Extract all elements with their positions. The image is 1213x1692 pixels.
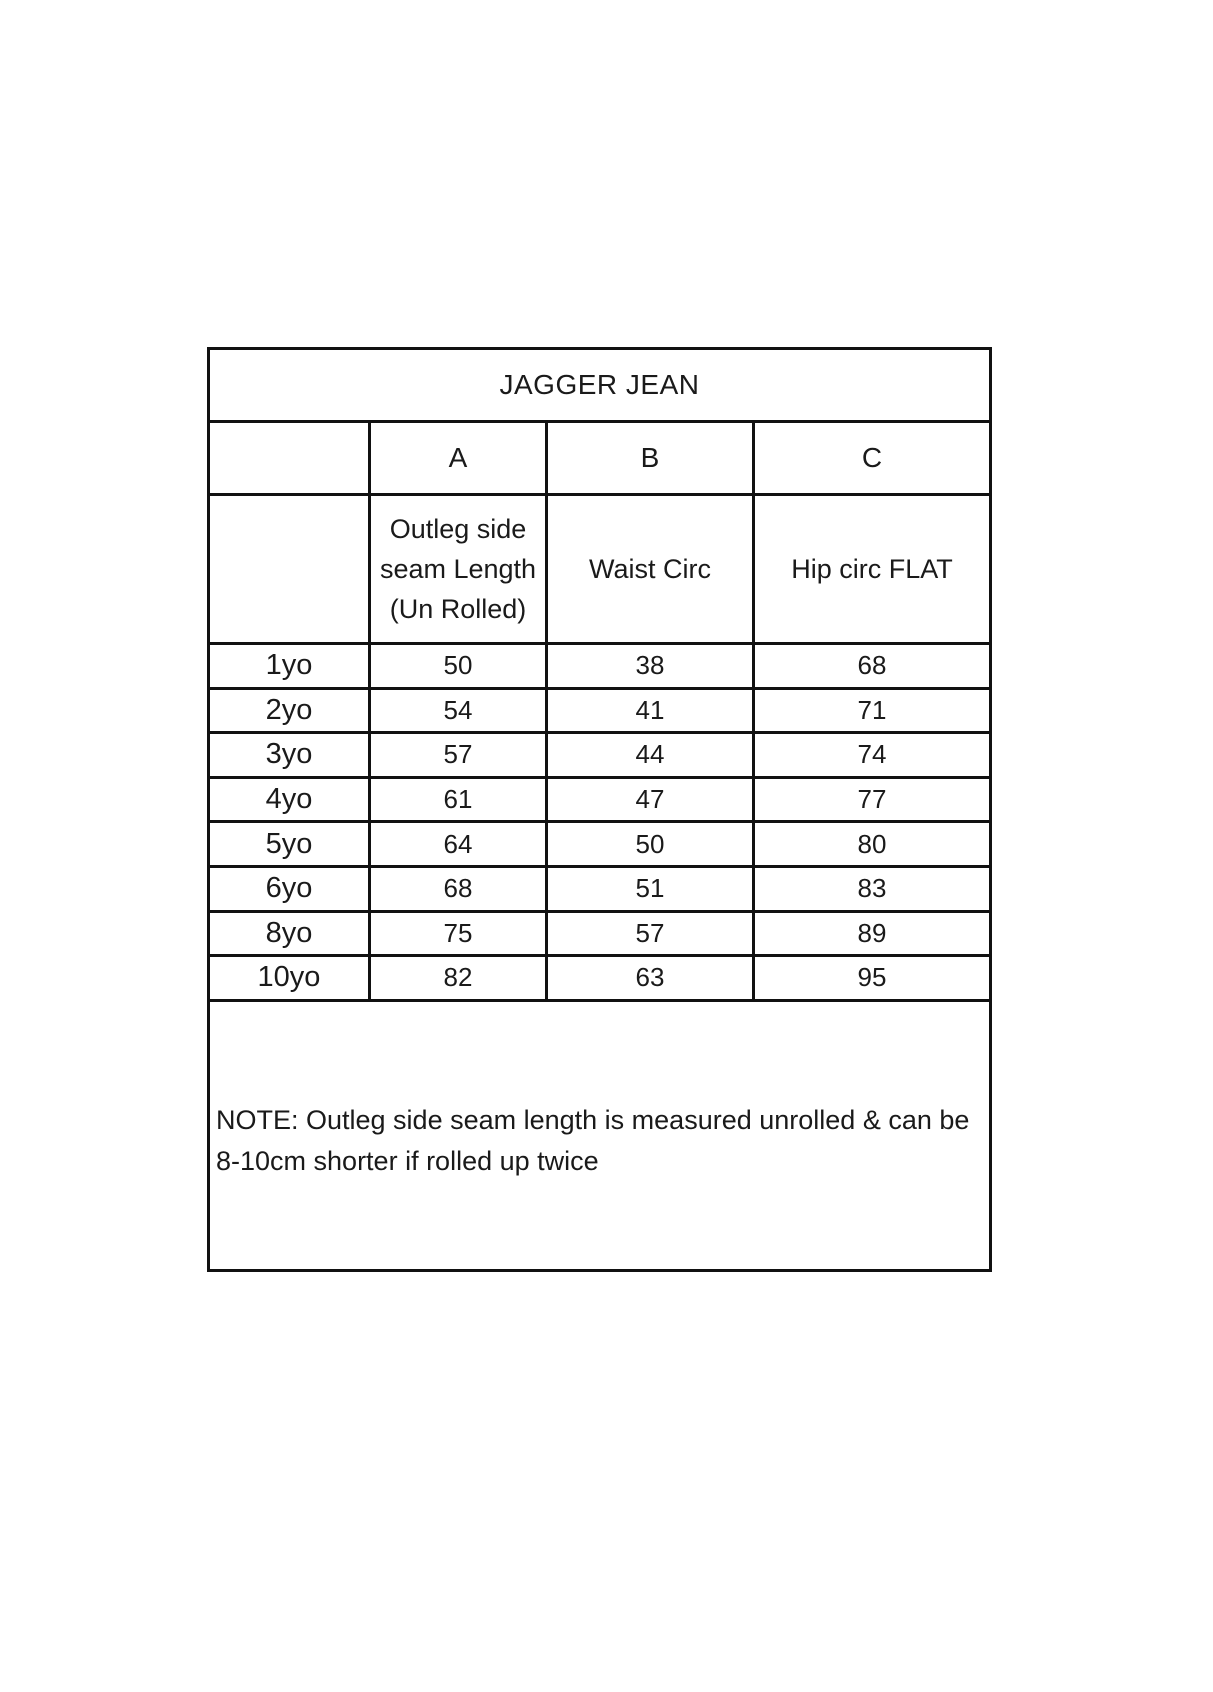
column-label-hip: Hip circ FLAT [752,496,989,642]
outleg-value-cell: 50 [368,645,545,687]
waist-value-cell: 50 [545,823,752,865]
size-cell: 6yo [265,872,313,905]
column-description-row [210,496,989,645]
size-chart-table [207,347,992,1272]
size-cell: 8yo [265,916,313,949]
column-letter-row [210,423,989,496]
outleg-value-cell: 57 [368,734,545,776]
waist-value-cell: 41 [545,690,752,732]
waist-value-cell: 44 [545,734,752,776]
table-row [210,823,989,868]
waist-value-cell: 63 [545,957,752,999]
column-label-outleg: Outleg side seam Length (Un Rolled) [368,496,545,642]
outleg-value-cell: 61 [368,779,545,821]
hip-value-cell: 68 [752,645,989,687]
hip-value-cell: 95 [752,957,989,999]
hip-value-cell: 83 [752,868,989,910]
waist-value-cell: 47 [545,779,752,821]
corner-cell [210,423,368,493]
column-letter-b: B [545,423,752,493]
hip-value-cell: 80 [752,823,989,865]
note-area [210,1001,989,1269]
column-label-waist: Waist Circ [545,496,752,642]
size-cell: 10yo [257,961,321,994]
waist-value-cell: 51 [545,868,752,910]
table-row [210,645,989,690]
waist-value-cell: 57 [545,913,752,955]
table-row [210,690,989,735]
table-row [210,868,989,913]
column-letter-c: C [752,423,989,493]
title-row [210,350,989,423]
blank-cell [210,496,368,642]
outleg-value-cell: 54 [368,690,545,732]
outleg-value-cell: 64 [368,823,545,865]
waist-value-cell: 38 [545,645,752,687]
hip-value-cell: 77 [752,779,989,821]
size-cell: 1yo [265,649,313,682]
hip-value-cell: 89 [752,913,989,955]
table-row [210,779,989,824]
table-row [210,913,989,958]
outleg-value-cell: 68 [368,868,545,910]
column-letter-a: A [368,423,545,493]
hip-value-cell: 71 [752,690,989,732]
size-cell: 5yo [265,827,313,860]
hip-value-cell: 74 [752,734,989,776]
size-cell: 3yo [265,738,313,771]
note-text: NOTE: Outleg side seam length is measured unrolled & can be 8-10cm shorter if rolled up twice [216,1105,970,1176]
size-cell: 2yo [265,693,313,726]
chart-title: JAGGER JEAN [499,369,700,400]
table-row [210,734,989,779]
outleg-value-cell: 75 [368,913,545,955]
size-cell: 4yo [265,783,313,816]
outleg-value-cell: 82 [368,957,545,999]
table-row [210,957,989,1002]
